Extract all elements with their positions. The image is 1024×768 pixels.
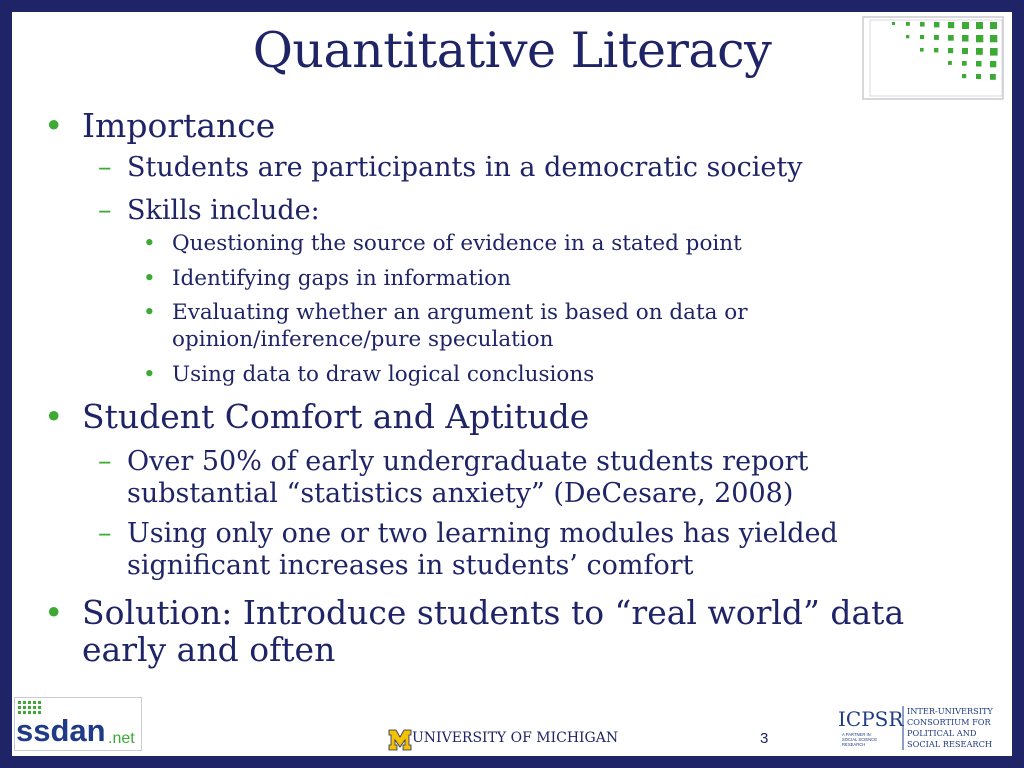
bullet-marker: •	[143, 300, 156, 325]
logo-dot	[23, 706, 26, 709]
bullet-marker: –	[98, 446, 112, 477]
ssdan-logo	[14, 697, 142, 751]
bullet-marker: •	[143, 231, 156, 256]
icpsr-fullname-line: POLITICAL AND	[907, 728, 977, 738]
logo-dot	[38, 706, 41, 709]
icpsr-tagline-3: RESEARCH	[842, 742, 866, 747]
bullet-marker: •	[44, 397, 64, 436]
outline-item-level1: Importance	[82, 106, 276, 145]
bullet-marker: •	[143, 362, 156, 387]
bullet-marker: –	[98, 152, 112, 183]
icpsr-fullname-line: INTER-UNIVERSITY	[907, 706, 993, 716]
logo-dot	[33, 701, 36, 704]
icpsr-tagline-1: A PARTNER IN	[842, 732, 871, 737]
logo-dot	[38, 701, 41, 704]
icpsr-logo	[836, 704, 1006, 752]
icpsr-fullname-line: CONSORTIUM FOR	[907, 717, 991, 727]
logo-dot	[28, 701, 31, 704]
icpsr-name: ICPSR	[838, 707, 904, 731]
outline-item-level3: Evaluating whether an argument is based on data or	[172, 300, 748, 325]
logo-dot	[18, 701, 21, 704]
icpsr-fullname-line: SOCIAL RESEARCH	[907, 739, 992, 749]
outline-item-level1: Student Comfort and Aptitude	[82, 397, 590, 436]
university-name: UNIVERSITY OF MICHIGAN	[412, 730, 619, 746]
outline-item-continuation: substantial “statistics anxiety” (DeCesare, 2008)	[127, 478, 794, 509]
page-number: 3	[760, 730, 769, 747]
bullet-marker: •	[44, 593, 64, 632]
ssdan-suffix: .net	[108, 730, 135, 747]
outline-item-level3: Questioning the source of evidence in a stated point	[172, 231, 742, 256]
outline-item-level2: Students are participants in a democratic society	[127, 152, 803, 183]
bullet-marker: –	[98, 518, 112, 549]
bullet-marker: •	[44, 106, 64, 145]
bullet-marker: •	[143, 266, 156, 291]
outline-item-continuation: significant increases in students’ comfort	[127, 550, 694, 581]
logo-dot	[18, 706, 21, 709]
block-m-logo	[388, 728, 412, 752]
ssdan-wordmark: ssdan	[16, 713, 106, 748]
outline-item-level1: Solution: Introduce students to “real world” data	[82, 593, 905, 632]
logo-dot	[33, 706, 36, 709]
outline-item-continuation: early and often	[82, 630, 336, 669]
outline-item-level3: Using data to draw logical conclusions	[172, 362, 595, 387]
slide-title: Quantitative Literacy	[252, 22, 772, 79]
logo-dot	[28, 706, 31, 709]
bullet-marker: –	[98, 195, 112, 226]
outline-item-level2: Skills include:	[127, 195, 320, 226]
outline-item-level2: Using only one or two learning modules has yielded	[127, 518, 838, 549]
outline-item-level3: Identifying gaps in information	[172, 266, 511, 291]
icpsr-tagline-2: SOCIAL SCIENCE	[842, 737, 877, 742]
logo-dot	[23, 701, 26, 704]
outline-item-level2: Over 50% of early undergraduate students report	[127, 446, 809, 477]
outline-item-continuation: opinion/inference/pure speculation	[172, 327, 554, 352]
